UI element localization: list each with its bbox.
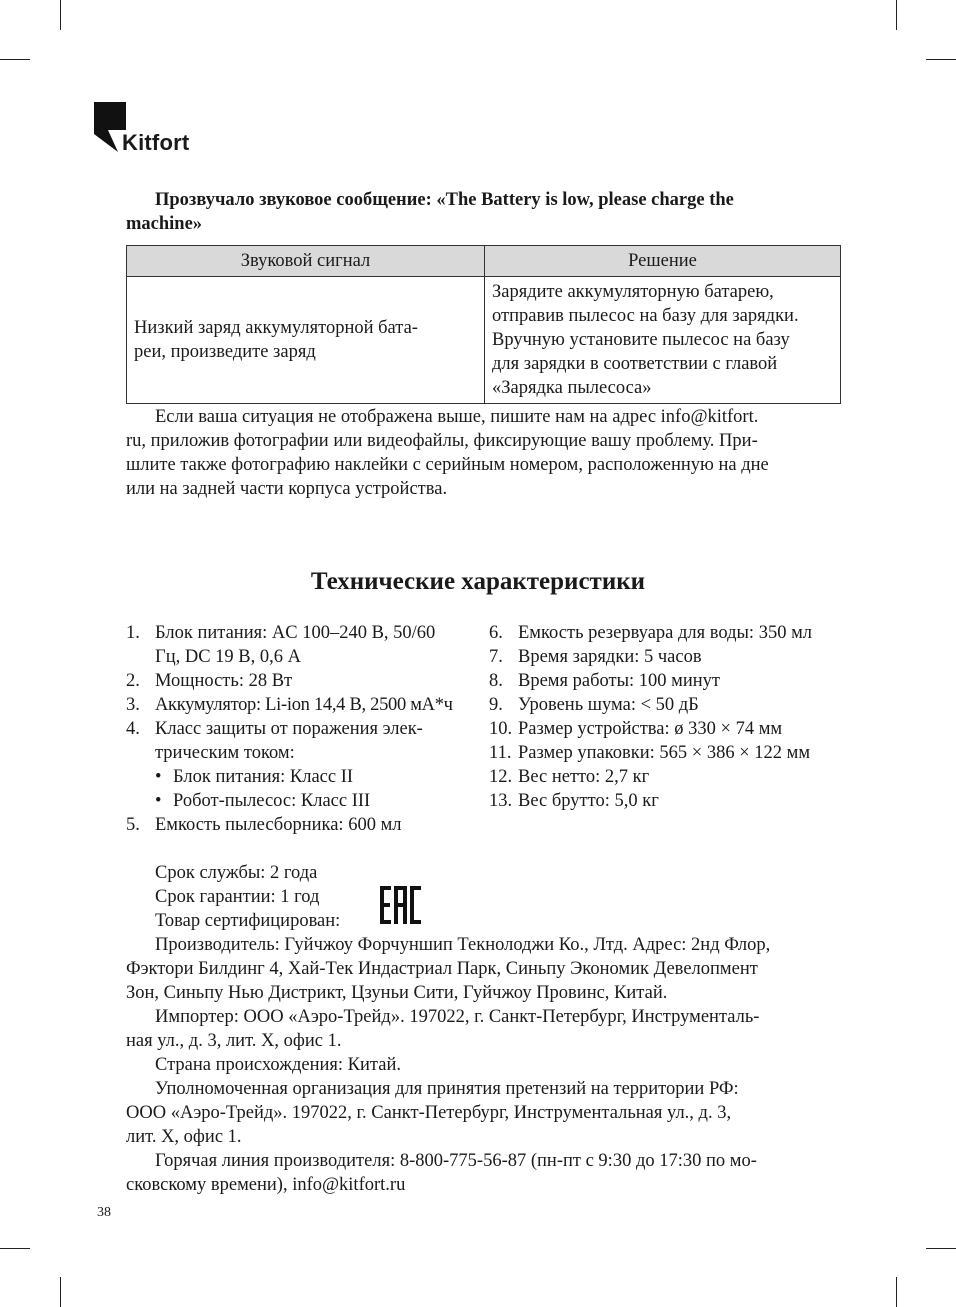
list-item: 3. Аккумулятор: Li-ion 14,4 В, 2500 мА*ч — [126, 695, 453, 715]
importer-line: ная ул., д. 3, лит. Х, офис 1. — [126, 1031, 342, 1051]
list-item: 6. Емкость резервуара для воды: 350 мл — [489, 623, 813, 643]
manufacturer-line: Фэктори Билдинг 4, Хай-Тек Индастриал Парк, Синьпу Экономик Девелопмент — [126, 959, 758, 979]
list-item: 5. Емкость пылесборника: 600 мл — [126, 815, 402, 835]
bullet-icon: • — [155, 767, 162, 787]
hotline-line: сковскому времени), info@kitfort.ru — [126, 1175, 406, 1195]
bullet-item: • Робот-пылесос: Класс III — [155, 791, 371, 811]
manufacturer-line: Производитель: Гуйчжоу Форчуншип Текнолоджи Ко., Лтд. Адрес: 2нд Флор, — [155, 935, 771, 955]
page-number: 38 — [97, 1205, 111, 1220]
bullet-icon: • — [155, 791, 162, 811]
authorized-line: ООО «Аэро-Трейд». 197022, г. Санкт-Петербург, Инструментальная ул., д. 3, — [126, 1103, 732, 1123]
crop-mark — [896, 1277, 897, 1307]
product-info — [126, 861, 846, 1197]
list-item: 8. Время работы: 100 минут — [489, 671, 721, 691]
list-item: 2. Мощность: 28 Вт — [126, 671, 293, 691]
troubleshooting-table — [126, 245, 841, 404]
crop-mark — [926, 1248, 956, 1249]
list-item: 10. Размер устройства: ø 330 × 74 мм — [489, 719, 783, 739]
hotline-line: Горячая линия производителя: 8-800-775-56-87 (пн-пт с 9:30 до 17:30 по мо- — [155, 1151, 757, 1171]
list-item: 13. Вес брутто: 5,0 кг — [489, 791, 659, 811]
kitfort-logo — [92, 100, 212, 160]
list-item: 7. Время зарядки: 5 часов — [489, 647, 702, 667]
list-item: 11. Размер упаковки: 565 × 386 × 122 мм — [489, 743, 811, 763]
battery-warning-heading — [126, 188, 846, 236]
table-cell-solution: Зарядите аккумуляторную батарею, отправив пылесос на базу для зарядки. Вручную установите пылесос на базу для зарядки в соответствии с главой «Зарядка пылесоса» — [485, 277, 841, 404]
crop-mark — [60, 1277, 61, 1307]
origin: Страна происхождения: Китай. — [155, 1055, 401, 1075]
specs-left-column — [126, 621, 476, 837]
authorized-line: Уполномоченная организация для принятия претензий на территории РФ: — [155, 1079, 739, 1099]
table-header: Решение — [485, 246, 841, 277]
list-item: 1. Блок питания: AC 100–240 В, 50/60 Гц, DC 19 В, 0,6 А — [126, 623, 436, 667]
importer-line: Импортер: ООО «Аэро-Трейд». 197022, г. Санкт-Петербург, Инструменталь- — [155, 1007, 760, 1027]
table-row — [127, 277, 841, 404]
table-header: Звуковой сигнал — [127, 246, 485, 277]
crop-mark — [926, 59, 956, 60]
table-cell-signal: Низкий заряд аккумуляторной бата- реи, произведите заряд — [127, 277, 485, 404]
manufacturer-line: Зон, Синьпу Нью Дистрикт, Цзуньи Сити, Гуйчжоу Провинс, Китай. — [126, 983, 668, 1003]
certified: Товар сертифицирован: — [155, 911, 341, 931]
list-item: 9. Уровень шума: < 50 дБ — [489, 695, 699, 715]
brand-name: Kitfort — [122, 130, 190, 155]
crop-mark — [0, 59, 30, 60]
warning-line: Прозвучало звуковое сообщение: «The Battery is low, please charge the — [155, 190, 734, 210]
table-header-row — [127, 246, 841, 277]
crop-mark — [60, 0, 61, 30]
warning-line: machine» — [126, 214, 203, 234]
bullet-item: • Блок питания: Класс II — [155, 767, 354, 787]
service-life: Срок службы: 2 года — [155, 863, 318, 883]
warranty: Срок гарантии: 1 год — [155, 887, 320, 907]
crop-mark — [896, 0, 897, 30]
eac-certification-icon — [380, 884, 422, 926]
specs-right-column — [489, 621, 849, 813]
list-item: 4. Класс защиты от поражения элек- трическим током: — [126, 719, 423, 763]
authorized-line: лит. Х, офис 1. — [126, 1127, 242, 1147]
contact-paragraph: Если ваша ситуация не отображена выше, пишите нам на адрес info@kitfort. ru, приложив фотографии или видеофайлы, фиксирующие вашу проблему. При- шлите также фотографию наклейки с серийным номером, расположенную на дне или на задней части корпуса устройства. — [126, 407, 769, 499]
list-item: 12. Вес нетто: 2,7 кг — [489, 767, 650, 787]
specs-title: Технические характеристики — [310, 568, 646, 595]
crop-mark — [0, 1248, 30, 1249]
